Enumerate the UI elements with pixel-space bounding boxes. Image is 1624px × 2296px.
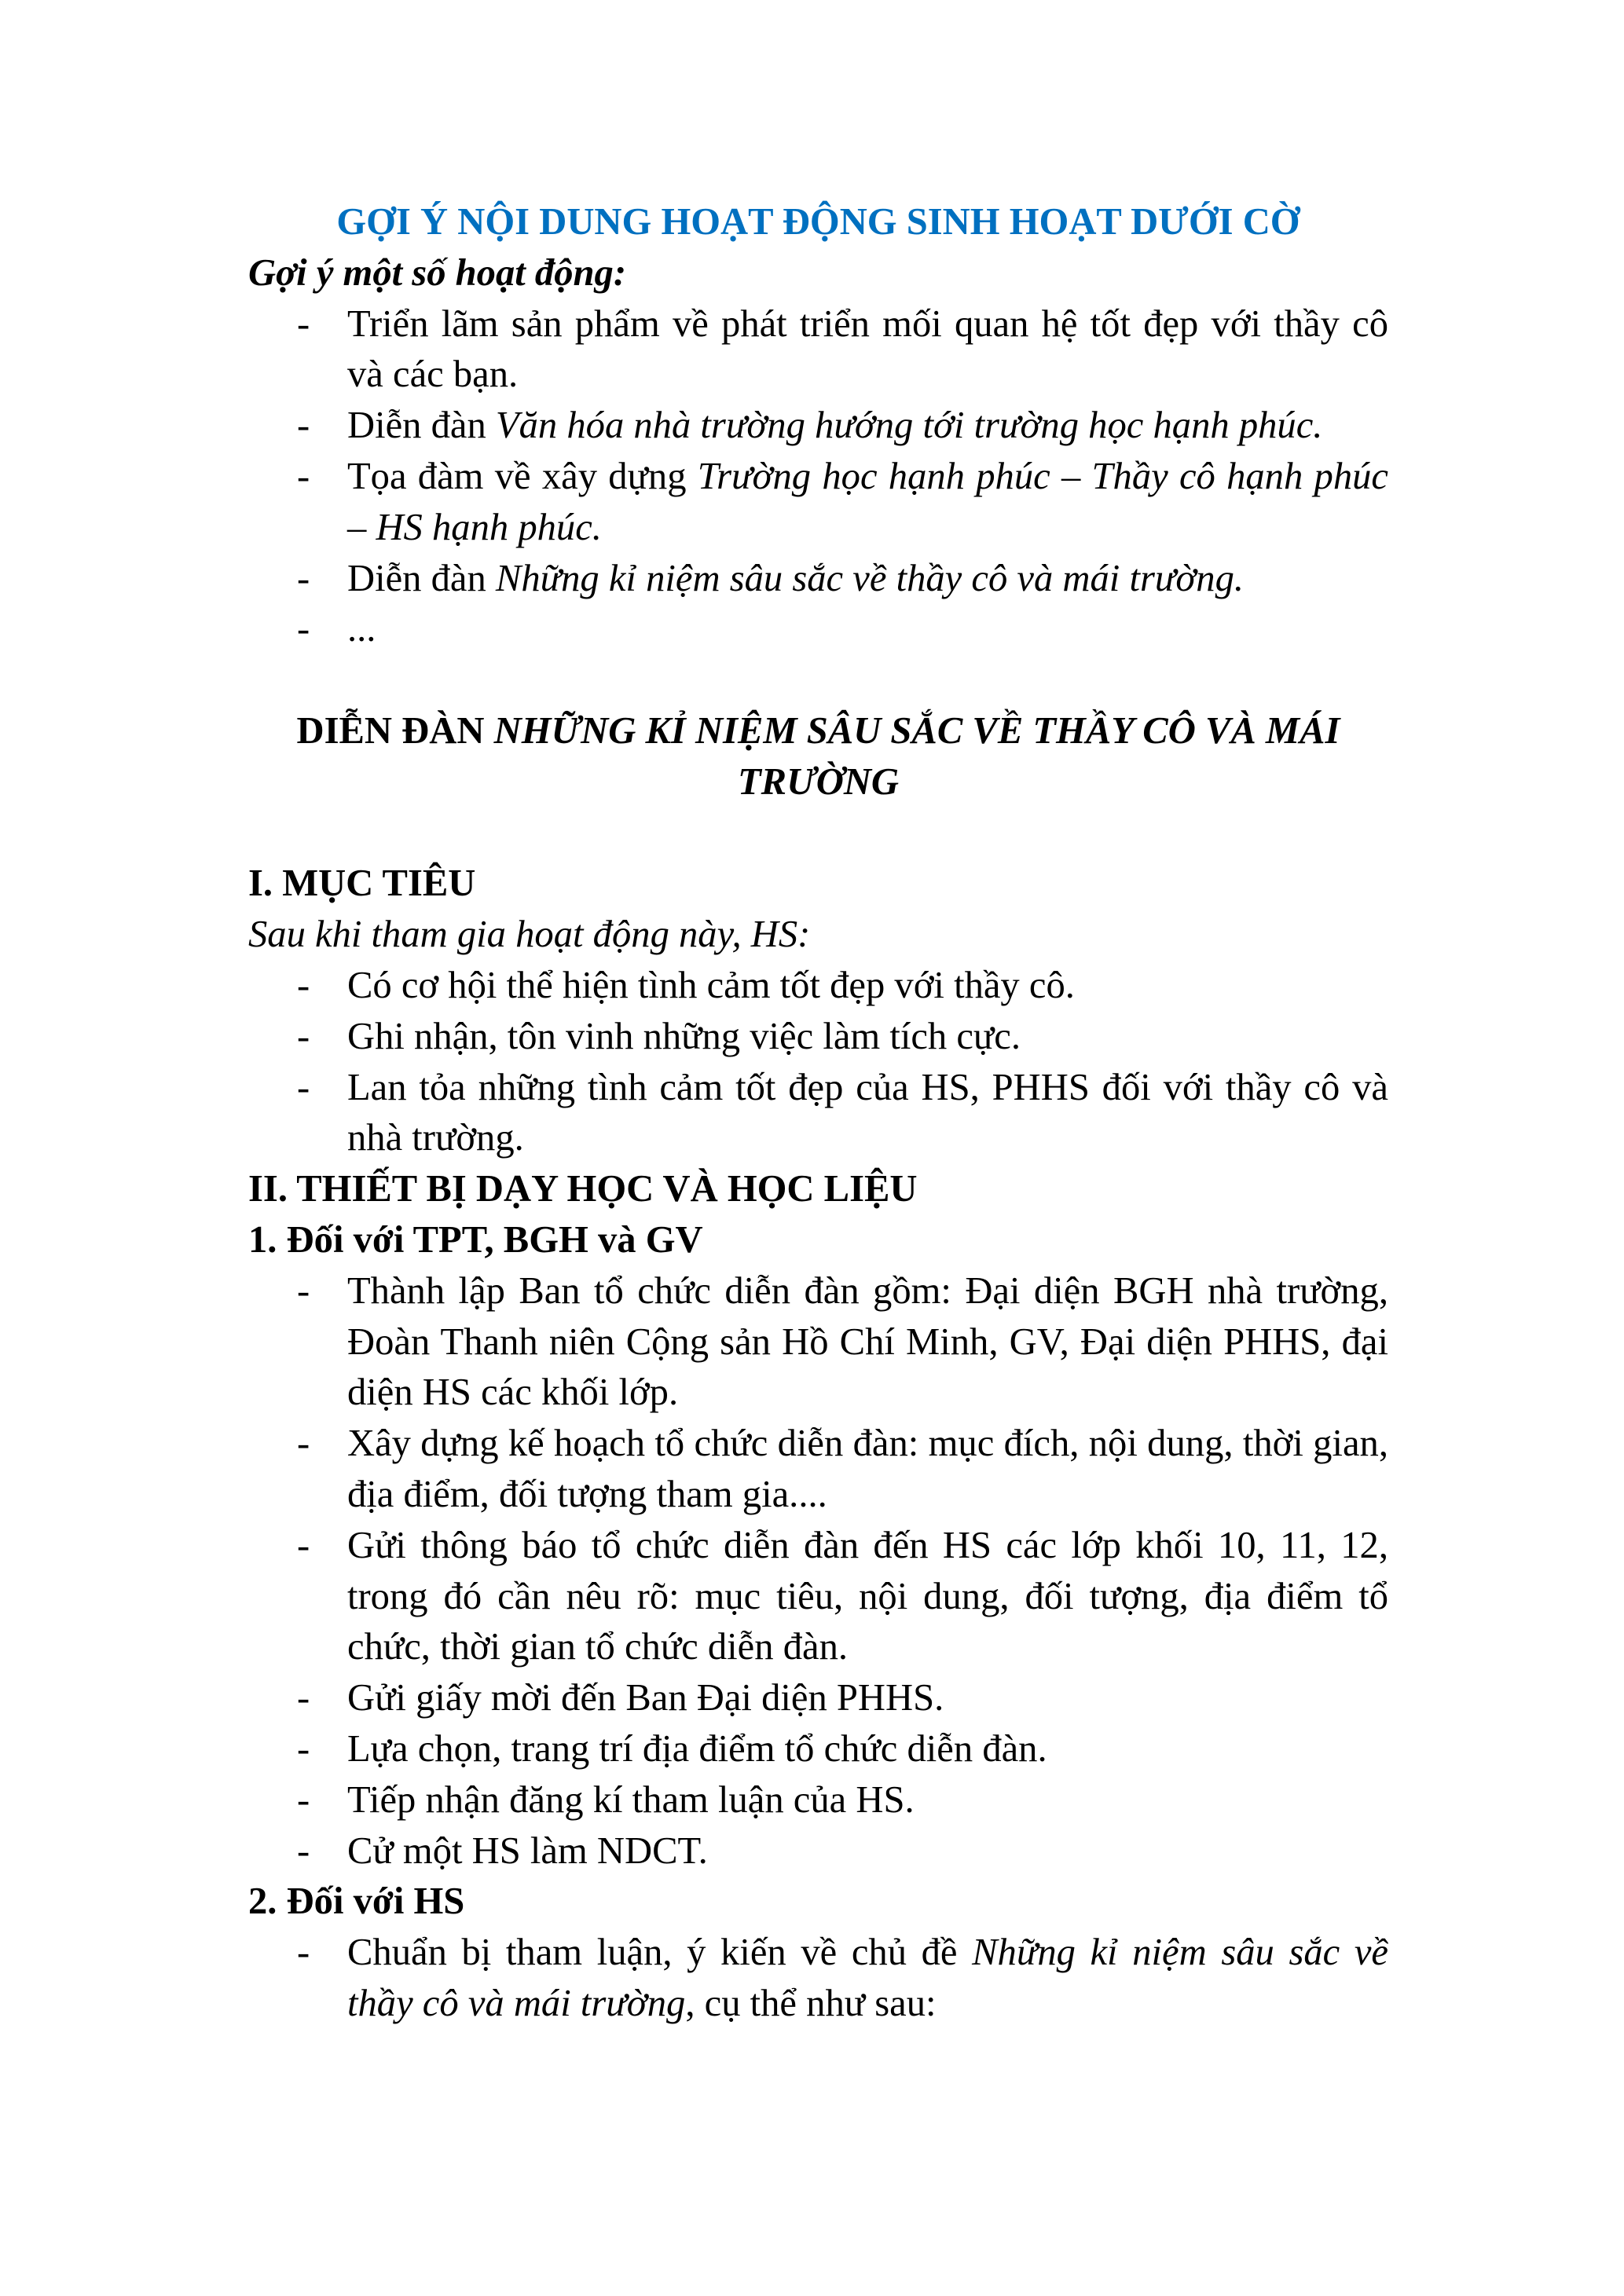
item-text: Trường học hạnh phúc – Thầy cô hạnh phúc – HS hạnh phúc. [347,454,1388,548]
bullet-dash: - [297,1269,310,1312]
list-item [248,1774,1388,1825]
sub2-heading: 2. Đối với HS [248,1880,465,1923]
item-text: Những kỉ niệm sâu sắc về thầy cô và mái trường. [495,556,1245,599]
bullet-dash: - [297,1065,310,1108]
list-item [248,1418,1388,1520]
list-item [248,1520,1388,1672]
bullet-dash: - [297,1727,310,1770]
section1-lead: Sau khi tham gia hoạt động này, HS: [248,913,811,956]
list-item [248,1265,1388,1418]
bullet-dash: - [297,607,310,650]
item-text: Tọa đàm về xây dựng [347,454,698,497]
item-text: Có cơ hội thể hiện tình cảm tốt đẹp với thầy cô. [347,963,1075,1006]
section2-heading: II. THIẾT BỊ DẠY HỌC VÀ HỌC LIỆU [248,1167,918,1210]
student-tasks-list [248,1927,1388,2029]
item-text: Cử một HS làm NDCT. [347,1829,708,1872]
bullet-dash: - [297,1014,310,1057]
bullet-dash: - [297,454,310,497]
bullet-dash: - [297,302,310,345]
list-item [248,1672,1388,1723]
item-text: ... [347,607,376,650]
objectives-list [248,960,1388,1163]
bullet-dash: - [297,1523,310,1566]
item-text: Gửi giấy mời đến Ban Đại diện PHHS. [347,1676,944,1719]
bullet-dash: - [297,963,310,1006]
item-text: Diễn đàn [347,404,496,447]
item-text: Ghi nhận, tôn vinh những việc làm tích cực. [347,1014,1021,1057]
bullet-dash: - [297,1676,310,1719]
teacher-tasks-list [248,1265,1388,1877]
item-text: Chuẩn bị tham luận, ý kiến về chủ đề [347,1931,973,1974]
list-item [248,1825,1388,1877]
item-text: Gửi thông báo tổ chức diễn đàn đến HS các lớp khối 10, 11, 12, trong đó cần nêu rõ: mục tiêu, nội dung, đối tượng, địa điểm tổ chức, thời gian tổ chức diễn đàn. [347,1523,1388,1668]
bullet-dash: - [297,404,310,447]
list-item [248,553,1388,604]
document-page [248,196,1388,2029]
item-text: Diễn đàn [347,556,496,599]
item-text: Tiếp nhận đăng kí tham luận của HS. [347,1778,915,1821]
forum-title-prefix: DIỄN ĐÀN [296,709,494,752]
item-text: Lựa chọn, trang trí địa điểm tổ chức diễn đàn. [347,1727,1047,1770]
list-item [248,451,1388,553]
list-item [248,1927,1388,2029]
list-item [248,960,1388,1011]
item-text: Lan tỏa những tình cảm tốt đẹp của HS, PHHS đối với thầy cô và nhà trường. [347,1065,1388,1159]
list-item [248,298,1388,401]
list-item [248,1011,1388,1062]
list-item [248,1723,1388,1774]
item-text: Văn hóa nhà trường hướng tới trường học hạnh phúc. [495,404,1323,447]
item-text: Triển lãm sản phẩm về phát triển mối quan hệ tốt đẹp với thầy cô và các bạn. [347,302,1388,396]
list-item [248,1062,1388,1164]
suggestion-list [248,298,1388,655]
forum-title-italic: NHỮNG KỈ NIỆM SÂU SẮC VỀ THẦY CÔ VÀ MÁI TRƯỜNG [493,709,1340,803]
section1-heading: I. MỤC TIÊU [248,862,476,905]
intro-heading: Gợi ý một số hoạt động: [248,251,627,294]
list-item [248,603,1388,654]
sub1-heading: 1. Đối với TPT, BGH và GV [248,1218,703,1261]
item-text: Xây dựng kế hoạch tổ chức diễn đàn: mục đích, nội dung, thời gian, địa điểm, đối tượng tham gia.... [347,1422,1388,1515]
item-text: Những kỉ niệm sâu sắc về thầy cô và mái trường [347,1931,1388,2024]
document-title: GỢI Ý NỘI DUNG HOẠT ĐỘNG SINH HOẠT DƯỚI CỜ [336,200,1300,243]
bullet-dash: - [297,1931,310,1974]
forum-title [248,705,1388,807]
bullet-dash: - [297,556,310,599]
bullet-dash: - [297,1778,310,1821]
bullet-dash: - [297,1829,310,1872]
item-text: Thành lập Ban tổ chức diễn đàn gồm: Đại diện BGH nhà trường, Đoàn Thanh niên Cộng sản Hồ Chí Minh, GV, Đại diện PHHS, đại diện HS các khối lớp. [347,1269,1388,1414]
bullet-dash: - [297,1422,310,1465]
list-item [248,400,1388,451]
item-text: , cụ thể như sau: [685,1981,937,2024]
